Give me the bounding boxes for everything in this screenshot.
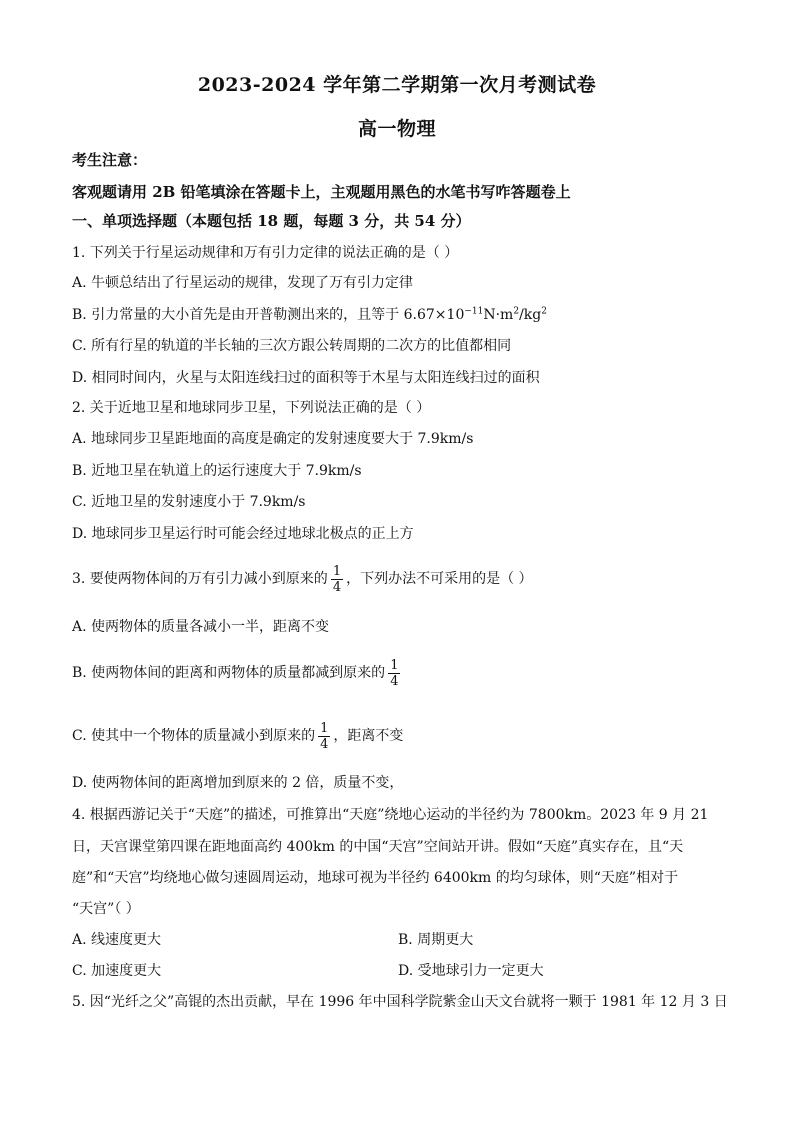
q1-option-b: [72, 305, 722, 325]
q2-option-a: A. 地球同步卫星距地面的高度是确定的发射速度要大于 7.9km/s: [72, 431, 474, 447]
q4-line-2: 日，天宫课堂第四课在距地面高约 400km 的中国“天宫”空间站开讲。假如“天庭”真实存在，且“天: [72, 839, 684, 855]
notes-instruction: 客观题请用 2B 铅笔填涂在答题卡上，主观题用黑色的水笔书写咋答题卷上: [72, 183, 571, 201]
q3-option-b-den: 4: [390, 673, 399, 689]
q3-option-c-post: ，距离不变: [333, 728, 404, 744]
q4-option-a: A. 线速度更大: [72, 932, 162, 948]
q2-option-c: C. 近地卫星的发射速度小于 7.9km/s: [72, 494, 306, 510]
q3-option-a: A. 使两物体的质量各减小一半，距离不变: [72, 619, 330, 635]
q1-unit-kg-sup: 2: [541, 306, 547, 317]
q3-option-c-fraction: [318, 721, 330, 752]
q1-option-b-text: B. 引力常量的大小首先是由开普勒测出来的，且等于 6.67×10: [72, 307, 465, 323]
q3-option-c: [72, 719, 722, 753]
q3-option-c-pre: C. 使其中一个物体的质量减小到原来的: [72, 728, 316, 744]
q2-option-b: B. 近地卫星在轨道上的运行速度大于 7.9km/s: [72, 463, 362, 479]
q4-option-c: C. 加速度更大: [72, 963, 162, 979]
q3-option-b-text: B. 使两物体间的距离和两物体的质量都减到原来的: [72, 665, 386, 681]
q4-line-4: “天宫”（ ）: [72, 901, 140, 917]
q1-unit-kg: /kg: [519, 307, 542, 323]
q3-fraction: [331, 564, 343, 595]
q3-option-b-num: 1: [390, 657, 399, 673]
q3-option-c-den: 4: [320, 736, 329, 752]
q4-line-1: 4. 根据西游记关于“天庭”的描述，可推算出“天庭”绕地心运动的半径约为 7800km。2023 年 9 月 21: [72, 807, 709, 823]
q4-line-3: 庭”和“天宫”均绕地心做匀速圆周运动，地球可视为半径约 6400km 的均匀球体，则“天庭”相对于: [72, 870, 679, 886]
q2-option-d: D. 地球同步卫星运行时可能会经过地球北极点的正上方: [72, 526, 414, 542]
q3-stem: [72, 562, 722, 596]
q3-fraction-num: 1: [332, 563, 342, 579]
q3-option-d: D. 使两物体间的距离增加到原来的 2 倍，质量不变，: [72, 775, 404, 791]
exam-subject: 高一物理: [357, 118, 436, 140]
q3-option-b: [72, 656, 722, 690]
section-heading: 一、单项选择题（本题包括 18 题，每题 3 分，共 54 分）: [72, 212, 471, 230]
q1-option-c: C. 所有行星的轨道的半长轴的三次方跟公转周期的二次方的比值都相同: [72, 338, 512, 354]
q3-fraction-den: 4: [332, 579, 342, 595]
q3-stem-post: ，下列办法不可采用的是（ ）: [346, 571, 533, 587]
q1-unit: N·m: [483, 307, 514, 323]
notes-heading: 考生注意：: [72, 151, 148, 169]
q1-option-d: D. 相同时间内，火星与太阳连线扫过的面积等于木星与太阳连线扫过的面积: [72, 370, 540, 386]
q4-option-b: B. 周期更大: [398, 932, 474, 948]
q3-stem-pre: 3. 要使两物体间的万有引力减小到原来的: [72, 571, 328, 587]
q4-options-row-1: [72, 930, 722, 950]
q4-option-d: D. 受地球引力一定更大: [398, 963, 544, 979]
q1-exponent: −11: [464, 306, 484, 317]
q4-options-row-2: [72, 961, 722, 981]
q5-line-1: 5. 因“光纤之父”高锟的杰出贡献，早在 1996 年中国科学院紫金山天文台就将一颗于 1981 年 12 月 3 日: [72, 994, 728, 1010]
exam-title: 2023-2024 学年第二学期第一次月考测试卷: [197, 74, 597, 96]
q1-option-a: A. 牛顿总结出了行星运动的规律，发现了万有引力定律: [72, 275, 414, 291]
q3-option-c-num: 1: [320, 720, 329, 736]
q2-stem: 2. 关于近地卫星和地球同步卫星，下列说法正确的是（ ）: [72, 400, 431, 416]
q1-unit-sup: 2: [513, 306, 520, 317]
q3-option-b-fraction: [388, 658, 400, 689]
q1-stem: 1. 下列关于行星运动规律和万有引力定律的说法正确的是（ ）: [72, 245, 459, 261]
